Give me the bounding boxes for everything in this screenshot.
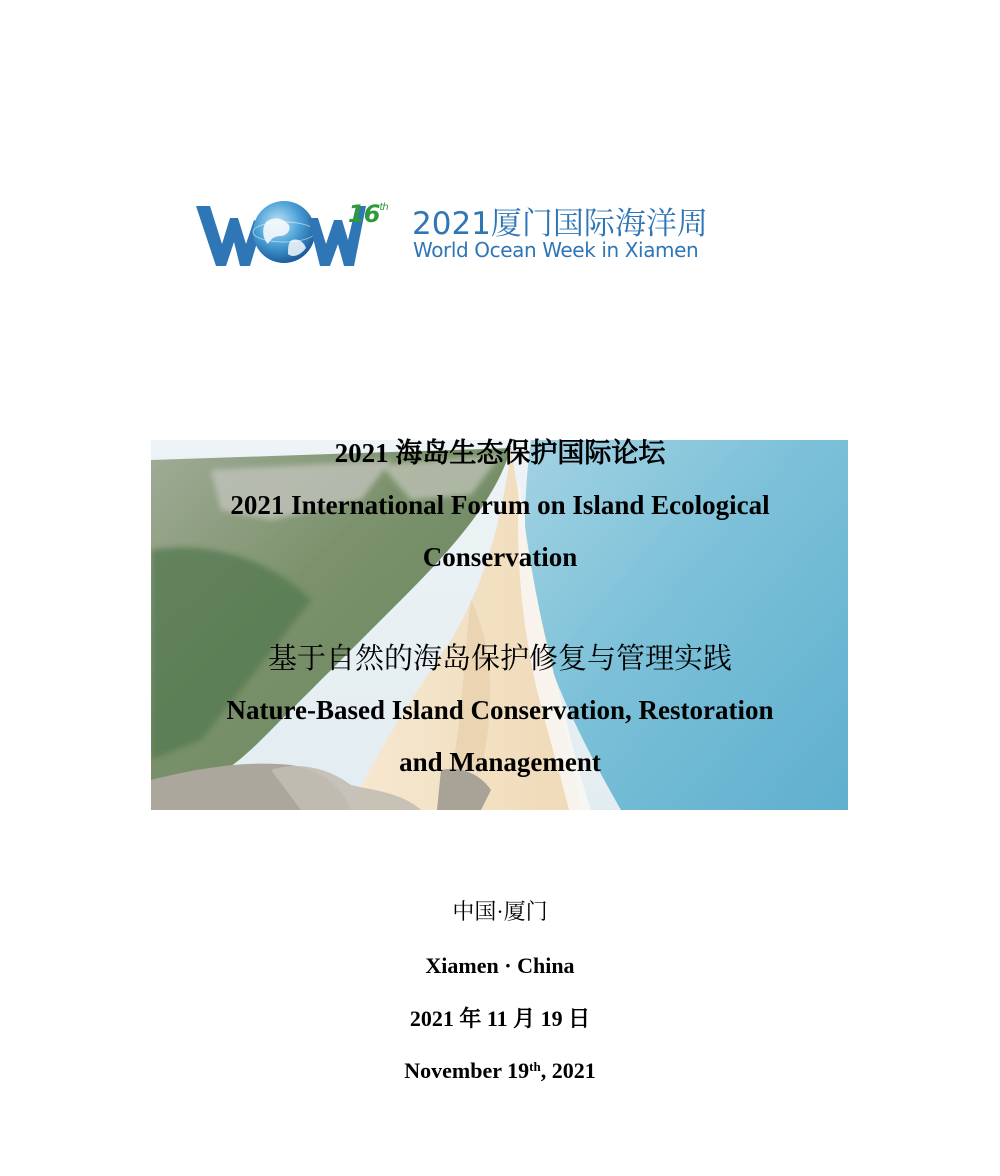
date-english (100, 1056, 900, 1086)
date-english-month-day: November 19 (404, 1058, 530, 1083)
forum-theme-english-line2: and Management (399, 747, 601, 777)
logo-edition-text: 16 (348, 200, 380, 228)
logo-title-english: World Ocean Week in Xiamen (413, 238, 699, 262)
logo-title-chinese: 2021厦门国际海洋周 (412, 206, 708, 242)
location-english: Xiamen · China (425, 953, 575, 978)
date-chinese: 2021 年 11 月 19 日 (409, 1006, 591, 1031)
forum-theme-english-line1: Nature-Based Island Conservation, Restoration (226, 695, 774, 725)
date-english-suffix: th (529, 1059, 541, 1074)
logo-edition-number (348, 200, 388, 228)
event-logo (196, 196, 756, 268)
logo-edition-suffix: th (379, 202, 388, 213)
forum-title-chinese: 2021 海岛生态保护国际论坛 (334, 438, 666, 468)
forum-theme-chinese: 基于自然的海岛保护修复与管理实践 (267, 643, 732, 675)
forum-title-english-line1: 2021 International Forum on Island Ecological (230, 490, 770, 520)
date-english-year: , 2021 (540, 1058, 596, 1083)
forum-title-english-line2: Conservation (422, 542, 578, 572)
location-chinese: 中国·厦门 (452, 899, 548, 924)
